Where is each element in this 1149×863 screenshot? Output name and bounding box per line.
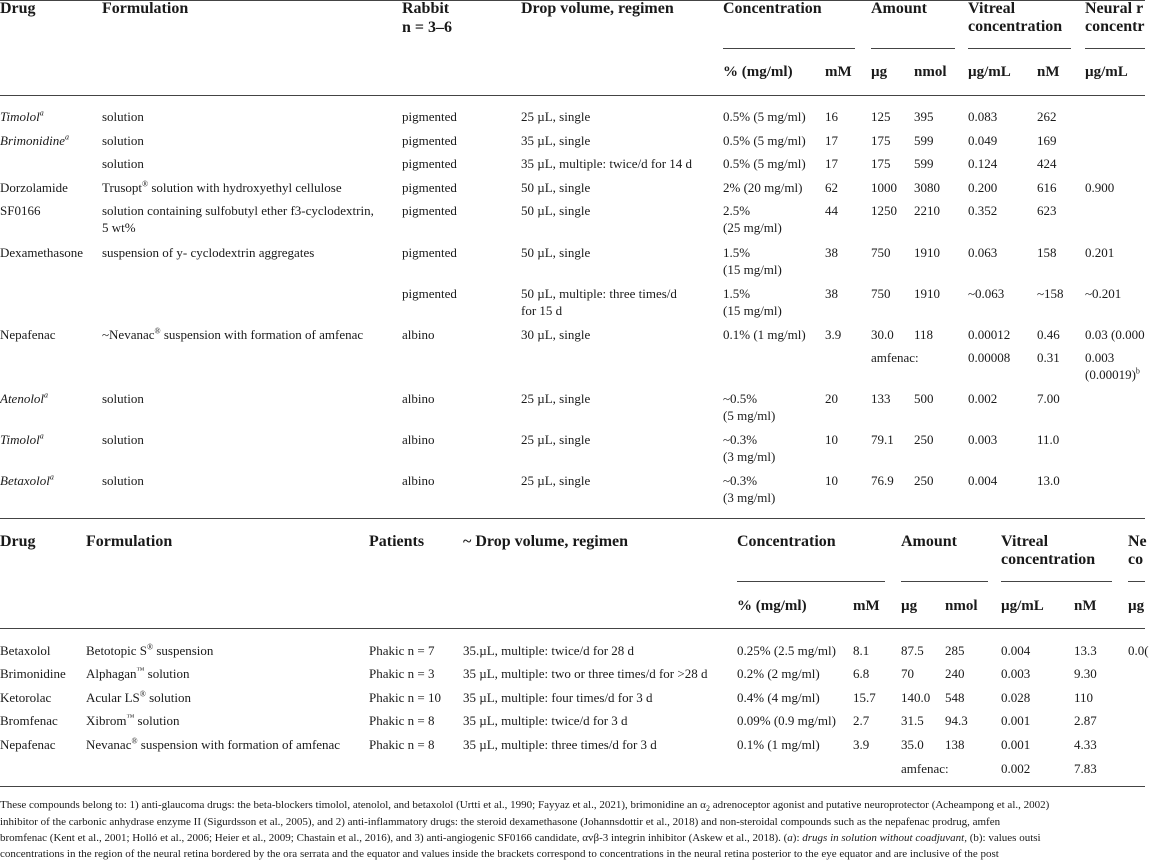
t1-r8-neural: 0.003: [1085, 350, 1115, 365]
t2-r0-ug: 87.5: [901, 643, 924, 658]
footnote-line-2: inhibitor of the carbonic anhydrase enzyme II (Sigurdsson et al., 2005), and 2) anti-inflammatory drugs: the steroid dexamethasone (Johannsdottir et al., 2018) and non-steroidal compounds such as the nepafenac prodrug, amfen: [0, 816, 1001, 828]
t1-r5-conc: 1.5%: [723, 245, 751, 260]
t1-r6-conc: 1.5%: [723, 286, 751, 301]
t1-r7-nmol: 118: [914, 327, 934, 342]
t1-r3-neural: 0.900: [1085, 180, 1115, 195]
t1-r11-conc: ~0.3%: [723, 473, 758, 488]
t2-sub-mm: mM: [853, 598, 880, 614]
t1-r4-drop: 50 µL, single: [521, 203, 591, 218]
t1-r5-vit-ug: 0.063: [968, 245, 998, 260]
t2-sub-ug: µg: [901, 598, 918, 614]
t1-concentration-rule: [723, 48, 855, 49]
t1-r8-vit-nm: 0.31: [1037, 350, 1060, 365]
t1-r3-drug: Dorzolamide: [0, 180, 68, 195]
t2-r0-neural: 0.0(: [1128, 643, 1149, 658]
t1-header-drop: Drop volume, regimen: [521, 0, 674, 17]
t1-r10-nmol: 250: [914, 432, 934, 447]
t1-r4-conc-2: (25 mg/ml): [723, 220, 782, 235]
t1-r6-drop: 50 µL, multiple: three times/d: [521, 286, 677, 301]
t1-r5-nmol: 1910: [914, 245, 940, 260]
t1-r11-vit-ug: 0.004: [968, 473, 998, 488]
t2-r1-vit-ug: 0.003: [1001, 666, 1031, 681]
t1-r8-amfenac-label: amfenac:: [871, 350, 919, 365]
t2-r4-vit-nm: 4.33: [1074, 737, 1097, 752]
t1-r7-drug: Nepafenac: [0, 327, 56, 342]
footnote-line-1: These compounds belong to: 1) anti-glaucoma drugs: the beta-blockers timolol, atenolol, and betaxolol (Urtti et al., 1990; Fayyaz et al., 2021), brimonidine an $\alpha_2$ adrenoceptor agonist and putative neuroprotector (Acheampong et al., 2002): [0, 799, 1050, 814]
t2-sub-ug2: µg: [1128, 598, 1145, 614]
t1-r5-drug: Dexamethasone: [0, 245, 84, 260]
t1-r4-mm: 44: [825, 203, 838, 218]
t1-r1-ug: 175: [871, 133, 891, 148]
t2-r4-drug: Nepafenac: [0, 737, 56, 752]
t2-r1-patients: Phakic n = 3: [369, 666, 435, 681]
t1-r0-ug: 125: [871, 109, 891, 124]
t1-r6-conc-2: (15 mg/ml): [723, 303, 782, 318]
t2-r3-nmol: 94.3: [945, 713, 968, 728]
t1-r3-mm: 62: [825, 180, 838, 195]
t2-r0-formulation: Betotopic S® suspension: [86, 642, 214, 658]
t2-header-drug: Drug: [0, 533, 36, 550]
t1-r0-vit-nm: 262: [1037, 109, 1057, 124]
t1-r5-ug: 750: [871, 245, 891, 260]
t1-r0-formulation: solution: [102, 109, 144, 124]
t2-r4-nmol: 138: [945, 737, 965, 752]
t2-header-formulation: Formulation: [86, 533, 173, 550]
t2-r4-vit-ug: 0.001: [1001, 737, 1031, 752]
t1-sub-ugml: µg/mL: [968, 64, 1011, 80]
t1-r7-mm: 3.9: [825, 327, 842, 342]
t1-r2-mm: 17: [825, 156, 838, 171]
t1-r5-rabbit: pigmented: [402, 245, 457, 260]
t2-r1-nmol: 240: [945, 666, 965, 681]
t1-r1-rabbit: pigmented: [402, 133, 457, 148]
t2-r3-vit-nm: 2.87: [1074, 713, 1097, 728]
t1-r4-vit-nm: 623: [1037, 203, 1057, 218]
footnote-line-4: concentrations in the region of the neural retina bordered by the ora serrata and the equator and values inside the brackets correspond to concentrations in the neural retina posterior to the eye equator and are inclusive of the post: [0, 848, 999, 860]
t1-r0-drop: 25 µL, single: [521, 109, 591, 124]
t2-r1-formulation: Alphagan™ solution: [86, 665, 190, 681]
t2-r0-vit-ug: 0.004: [1001, 643, 1031, 658]
t1-header-vitreal: Vitreal: [968, 0, 1016, 17]
t2-header-amount: Amount: [901, 533, 958, 550]
t1-r6-mm: 38: [825, 286, 838, 301]
t2-sub-pct: % (mg/ml): [737, 598, 807, 614]
t2-r0-patients: Phakic n = 7: [369, 643, 435, 658]
t1-r9-drop: 25 µL, single: [521, 391, 591, 406]
t1-r6-vit-ug: ~0.063: [968, 286, 1005, 301]
t1-r7-vit-nm: 0.46: [1037, 327, 1060, 342]
t1-r11-drug: Betaxolol$^a$: [0, 472, 54, 488]
t2-vitreal-rule: [1001, 581, 1112, 582]
footnote-line-3: bromfenac (Kent et al., 2001; Holló et al., 2006; Heier et al., 2009; Chastain et al., 2016), and 3) anti-angiogenic SF0166 candidate, αvβ-3 integrin inhibitor (Askew et al., 2018). (a): drugs in solution without coadjuvant, (b): values outsi: [0, 832, 1041, 844]
t1-r5-conc-2: (15 mg/ml): [723, 262, 782, 277]
t1-r3-drop: 50 µL, single: [521, 180, 591, 195]
t2-r3-mm: 2.7: [853, 713, 870, 728]
table2-bottom-rule: [0, 786, 1145, 787]
t1-r10-conc: ~0.3%: [723, 432, 758, 447]
t1-r6-ug: 750: [871, 286, 891, 301]
t1-r5-drop: 50 µL, single: [521, 245, 591, 260]
t2-r4-formulation: Nevanac® suspension with formation of amfenac: [86, 736, 341, 752]
t2-r3-formulation: Xibrom™ solution: [86, 712, 180, 728]
t1-r9-vit-ug: 0.002: [968, 391, 998, 406]
t1-r11-rabbit: albino: [402, 473, 435, 488]
t1-r11-formulation: solution: [102, 473, 144, 488]
t2-r0-vit-nm: 13.3: [1074, 643, 1097, 658]
t2-header-neural-2: co: [1128, 551, 1144, 568]
t2-r3-vit-ug: 0.001: [1001, 713, 1031, 728]
t1-r10-conc-2: (3 mg/ml): [723, 449, 776, 464]
t1-r10-drug: Timolol$^a$: [0, 431, 44, 447]
t2-r5-vit-ug: 0.002: [1001, 761, 1031, 776]
t1-header-vitreal-2: concentration: [968, 18, 1063, 35]
t1-neural-rule: [1085, 48, 1145, 49]
t2-header-vitreal-2: concentration: [1001, 551, 1096, 568]
t1-r0-conc: 0.5% (5 mg/ml): [723, 109, 806, 124]
t1-sub-pct: % (mg/ml): [723, 64, 793, 80]
t2-concentration-rule: [737, 581, 885, 582]
t1-r7-conc: 0.1% (1 mg/ml): [723, 327, 806, 342]
t1-r7-vit-ug: 0.00012: [968, 327, 1011, 342]
t1-r1-vit-ug: 0.049: [968, 133, 998, 148]
t2-r1-conc: 0.2% (2 mg/ml): [737, 666, 820, 681]
t1-r0-rabbit: pigmented: [402, 109, 457, 124]
t1-r6-drop-2: for 15 d: [521, 303, 563, 318]
t1-header-rabbit-n: n = 3–6: [402, 19, 453, 36]
t1-r6-rabbit: pigmented: [402, 286, 457, 301]
t1-r2-rabbit: pigmented: [402, 156, 457, 171]
t1-sub-mm: mM: [825, 64, 852, 80]
t2-r2-ug: 140.0: [901, 690, 931, 705]
t2-r1-ug: 70: [901, 666, 914, 681]
t1-r1-mm: 17: [825, 133, 838, 148]
t1-r10-rabbit: albino: [402, 432, 435, 447]
t1-r1-vit-nm: 169: [1037, 133, 1057, 148]
t1-r10-vit-ug: 0.003: [968, 432, 998, 447]
t2-r4-patients: Phakic n = 8: [369, 737, 435, 752]
t2-r3-conc: 0.09% (0.9 mg/ml): [737, 713, 836, 728]
t1-r7-rabbit: albino: [402, 327, 435, 342]
t1-r1-conc: 0.5% (5 mg/ml): [723, 133, 806, 148]
t1-r11-drop: 25 µL, single: [521, 473, 591, 488]
t1-header-formulation: Formulation: [102, 0, 189, 17]
t1-r4-ug: 1250: [871, 203, 897, 218]
t2-r2-vit-ug: 0.028: [1001, 690, 1031, 705]
t1-r10-vit-nm: 11.0: [1037, 432, 1060, 447]
t1-header-bottom-rule: [0, 95, 1145, 96]
t1-r2-vit-nm: 424: [1037, 156, 1057, 171]
t2-r2-drop: 35 µL, multiple: four times/d for 3 d: [463, 690, 653, 705]
t1-r3-vit-nm: 616: [1037, 180, 1057, 195]
t1-r9-conc-2: (5 mg/ml): [723, 408, 776, 423]
t2-r0-nmol: 285: [945, 643, 965, 658]
t1-r2-conc: 0.5% (5 mg/ml): [723, 156, 806, 171]
t1-r4-formulation: solution containing sulfobutyl ether f3-cyclodextrin,: [102, 203, 374, 218]
t1-r2-vit-ug: 0.124: [968, 156, 998, 171]
t1-header-neural-2: concentr: [1085, 18, 1145, 35]
t2-r0-drug: Betaxolol: [0, 643, 51, 658]
t2-r2-vit-nm: 110: [1074, 690, 1094, 705]
t1-r0-mm: 16: [825, 109, 838, 124]
t1-r1-formulation: solution: [102, 133, 144, 148]
t1-r1-nmol: 599: [914, 133, 934, 148]
t1-header-amount: Amount: [871, 0, 928, 17]
t2-r1-drug: Brimonidine: [0, 666, 66, 681]
t2-r2-drug: Ketorolac: [0, 690, 52, 705]
t2-r1-mm: 6.8: [853, 666, 870, 681]
t1-r3-formulation: Trusopt® solution with hydroxyethyl cellulose: [102, 179, 342, 195]
t1-r4-rabbit: pigmented: [402, 203, 457, 218]
t1-r9-nmol: 500: [914, 391, 934, 406]
t2-sub-ugml: µg/mL: [1001, 598, 1044, 614]
t1-r11-vit-nm: 13.0: [1037, 473, 1060, 488]
t1-r0-drug: Timolol$^a$: [0, 108, 44, 124]
t1-r8-neural-2: $(0.00019)^b$: [1085, 366, 1140, 382]
t1-r7-drop: 30 µL, single: [521, 327, 591, 342]
t1-r11-nmol: 250: [914, 473, 934, 488]
t1-r2-nmol: 599: [914, 156, 934, 171]
t1-r0-nmol: 395: [914, 109, 934, 124]
t2-r2-nmol: 548: [945, 690, 965, 705]
t2-r5-vit-nm: 7.83: [1074, 761, 1097, 776]
t1-r9-vit-nm: 7.00: [1037, 391, 1060, 406]
t1-r4-drug: SF0166: [0, 203, 41, 218]
t1-sub-nmol: nmol: [914, 64, 947, 80]
t1-r4-nmol: 2210: [914, 203, 940, 218]
t2-r0-drop: 35.µL, multiple: twice/d for 28 d: [463, 643, 635, 658]
t2-header-vitreal: Vitreal: [1001, 533, 1049, 550]
t1-r2-ug: 175: [871, 156, 891, 171]
t1-r10-drop: 25 µL, single: [521, 432, 591, 447]
t2-r3-drug: Bromfenac: [0, 713, 58, 728]
t1-r2-drop: 35 µL, multiple: twice/d for 14 d: [521, 156, 693, 171]
t1-r2-formulation: solution: [102, 156, 144, 171]
t1-r5-neural: 0.201: [1085, 245, 1115, 260]
t2-r3-ug: 31.5: [901, 713, 924, 728]
t1-r4-formulation-2: 5 wt%: [102, 220, 136, 235]
t1-r10-ug: 79.1: [871, 432, 894, 447]
t2-header-concentration: Concentration: [737, 533, 836, 550]
t1-header-concentration: Concentration: [723, 0, 822, 17]
t2-r4-drop: 35 µL, multiple: three times/d for 3 d: [463, 737, 657, 752]
t2-r2-formulation: Acular LS® solution: [86, 689, 192, 705]
t1-r9-ug: 133: [871, 391, 891, 406]
t1-r11-ug: 76.9: [871, 473, 894, 488]
t2-amount-rule: [901, 581, 988, 582]
t1-r10-formulation: solution: [102, 432, 144, 447]
t2-r4-ug: 35.0: [901, 737, 924, 752]
t1-header-neural: Neural r: [1085, 0, 1144, 17]
t1-r7-ug: 30.0: [871, 327, 894, 342]
t1-r11-mm: 10: [825, 473, 838, 488]
t2-header-drop: ~ Drop volume, regimen: [463, 533, 629, 550]
t1-r3-conc: 2% (20 mg/ml): [723, 180, 803, 195]
t2-r4-conc: 0.1% (1 mg/ml): [737, 737, 820, 752]
t1-header-rabbit: Rabbit: [402, 0, 450, 17]
t1-r10-mm: 10: [825, 432, 838, 447]
t1-r5-mm: 38: [825, 245, 838, 260]
t2-r3-patients: Phakic n = 8: [369, 713, 435, 728]
t1-r5-vit-nm: 158: [1037, 245, 1057, 260]
t1-r4-conc: 2.5%: [723, 203, 751, 218]
t2-header-bottom-rule: [0, 628, 1145, 629]
t2-r4-mm: 3.9: [853, 737, 870, 752]
t1-r7-formulation: ~Nevanac® suspension with formation of amfenac: [102, 326, 364, 342]
t2-r1-vit-nm: 9.30: [1074, 666, 1097, 681]
t2-r2-mm: 15.7: [853, 690, 876, 705]
t1-r6-nmol: 1910: [914, 286, 940, 301]
t2-r2-conc: 0.4% (4 mg/ml): [737, 690, 820, 705]
t2-sub-nmol: nmol: [945, 598, 978, 614]
t1-r9-rabbit: albino: [402, 391, 435, 406]
t2-r3-drop: 35 µL, multiple: twice/d for 3 d: [463, 713, 628, 728]
t2-r0-conc: 0.25% (2.5 mg/ml): [737, 643, 836, 658]
t1-r8-vit-ug: 0.00008: [968, 350, 1011, 365]
t1-amount-rule: [871, 48, 955, 49]
t1-r9-formulation: solution: [102, 391, 144, 406]
t1-r3-vit-ug: 0.200: [968, 180, 998, 195]
t1-sub-nm: nM: [1037, 64, 1060, 80]
t1-r3-nmol: 3080: [914, 180, 940, 195]
t1-header-drug: Drug: [0, 0, 36, 17]
t1-r4-vit-ug: 0.352: [968, 203, 998, 218]
table1-bottom-rule: [0, 518, 1145, 519]
t2-r0-mm: 8.1: [853, 643, 870, 658]
t1-r0-vit-ug: 0.083: [968, 109, 998, 124]
t1-vitreal-rule: [968, 48, 1071, 49]
t2-r1-drop: 35 µL, multiple: two or three times/d for >28 d: [463, 666, 708, 681]
t1-r6-neural: ~0.201: [1085, 286, 1122, 301]
t2-sub-nm: nM: [1074, 598, 1097, 614]
t1-r5-formulation: suspension of y- cyclodextrin aggregates: [102, 245, 315, 260]
t1-r3-rabbit: pigmented: [402, 180, 457, 195]
t2-r5-amfenac-label: amfenac:: [901, 761, 949, 776]
t1-r11-conc-2: (3 mg/ml): [723, 490, 776, 505]
t2-header-patients: Patients: [369, 533, 425, 550]
t1-r3-ug: 1000: [871, 180, 897, 195]
t1-r7-neural: 0.03 (0.000: [1085, 327, 1145, 342]
t2-r2-patients: Phakic n = 10: [369, 690, 441, 705]
t1-sub-ugml2: µg/mL: [1085, 64, 1128, 80]
t2-header-neural: Ne: [1128, 533, 1147, 550]
t1-r9-mm: 20: [825, 391, 838, 406]
t1-r1-drug: Brimonidine$^a$: [0, 132, 69, 148]
t2-neural-rule: [1128, 581, 1145, 582]
t1-r9-conc: ~0.5%: [723, 391, 758, 406]
t1-r6-vit-nm: ~158: [1037, 286, 1064, 301]
t1-r9-drug: Atenolol$^a$: [0, 390, 49, 406]
t1-sub-ug: µg: [871, 64, 888, 80]
t1-r1-drop: 35 µL, single: [521, 133, 591, 148]
